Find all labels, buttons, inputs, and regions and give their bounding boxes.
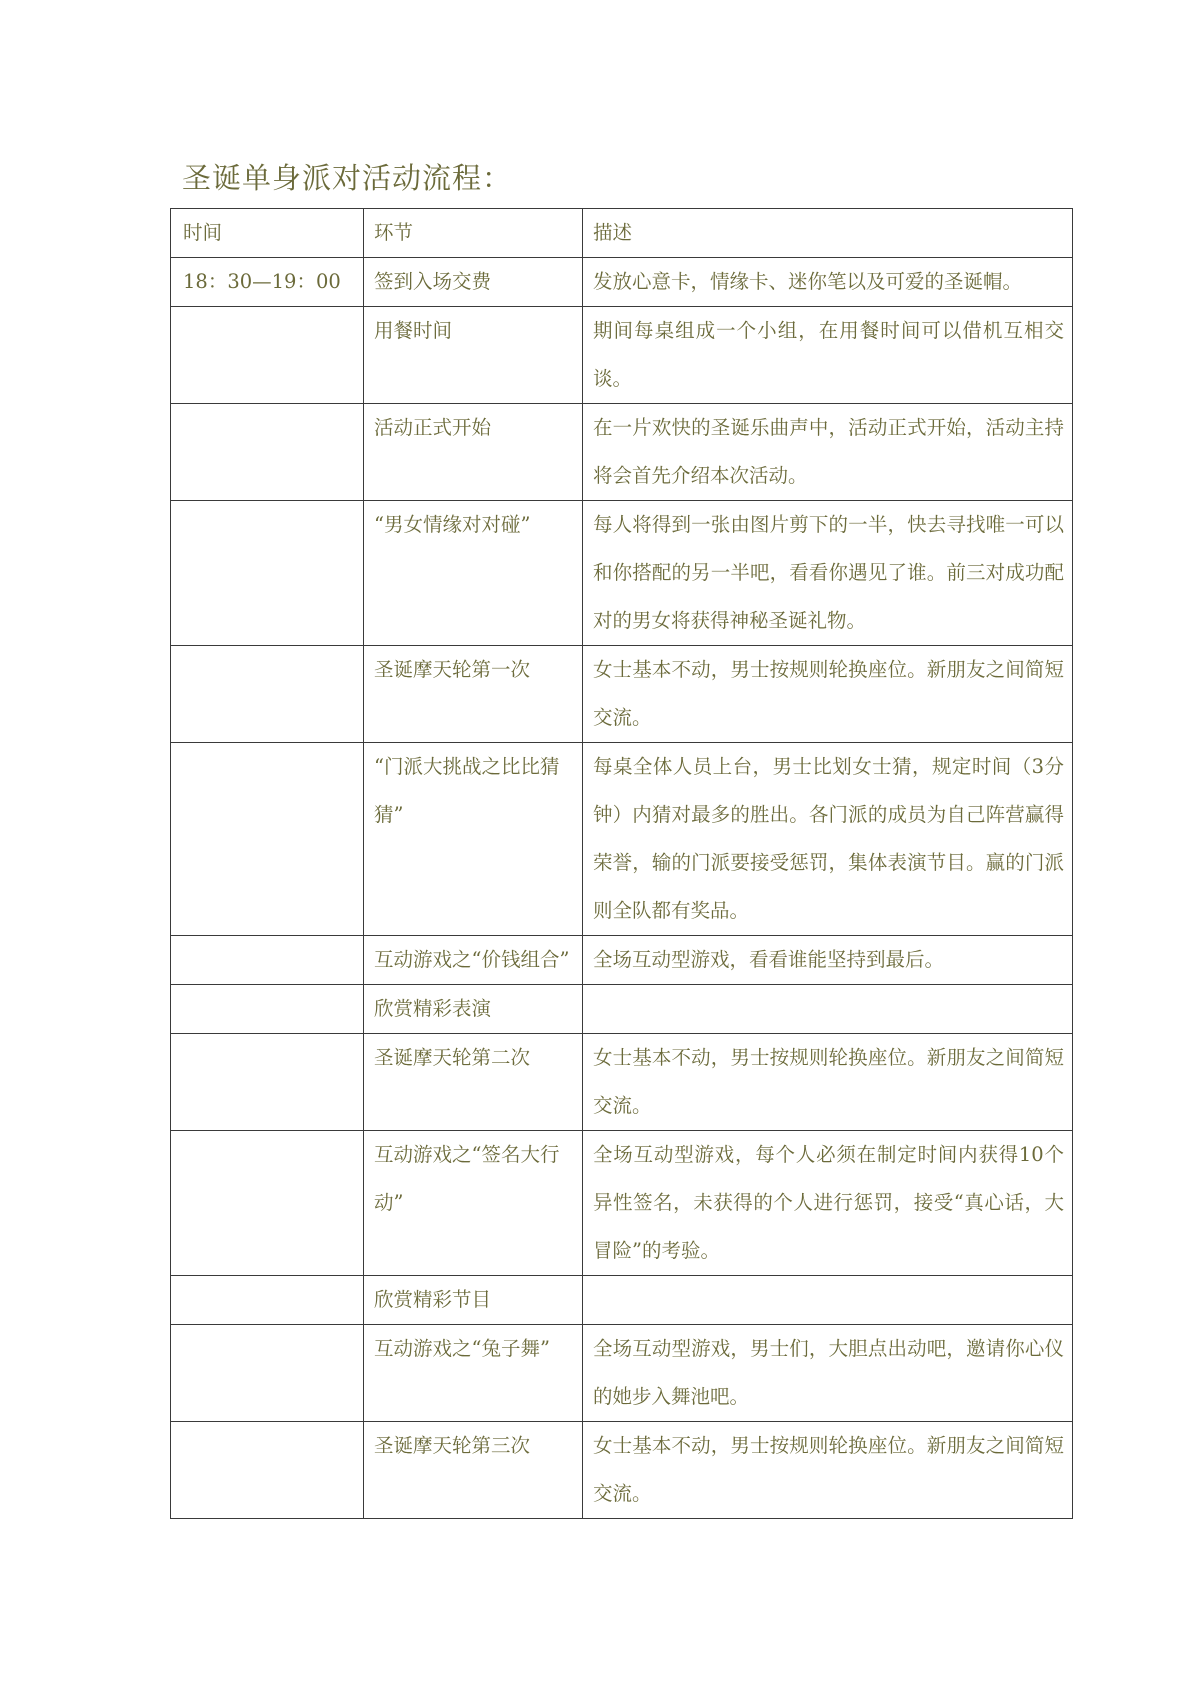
cell-description: 发放心意卡，情缘卡、迷你笔以及可爱的圣诞帽。 — [583, 258, 1073, 307]
cell-segment: 圣诞摩天轮第二次 — [364, 1034, 583, 1131]
column-header-segment: 环节 — [364, 209, 583, 258]
table-row — [171, 1034, 1073, 1131]
cell-segment: 签到入场交费 — [364, 258, 583, 307]
cell-time — [171, 1422, 364, 1519]
cell-description — [583, 985, 1073, 1034]
table-header-row — [171, 209, 1073, 258]
cell-time — [171, 404, 364, 501]
cell-time — [171, 743, 364, 936]
table-row — [171, 1422, 1073, 1519]
table-row — [171, 985, 1073, 1034]
cell-segment: 用餐时间 — [364, 307, 583, 404]
cell-description: 每人将得到一张由图片剪下的一半，快去寻找唯一可以和你搭配的另一半吧，看看你遇见了谁。前三对成功配对的男女将获得神秘圣诞礼物。 — [583, 501, 1073, 646]
cell-segment: “门派大挑战之比比猜猜” — [364, 743, 583, 936]
cell-description: 每桌全体人员上台，男士比划女士猜，规定时间（3分钟）内猜对最多的胜出。各门派的成员为自己阵营赢得荣誉，输的门派要接受惩罚，集体表演节目。赢的门派则全队都有奖品。 — [583, 743, 1073, 936]
cell-segment: “男女情缘对对碰” — [364, 501, 583, 646]
table-row — [171, 646, 1073, 743]
table-row — [171, 258, 1073, 307]
cell-segment: 圣诞摩天轮第三次 — [364, 1422, 583, 1519]
table-row — [171, 1276, 1073, 1325]
cell-time — [171, 1131, 364, 1276]
cell-time — [171, 936, 364, 985]
cell-time — [171, 1034, 364, 1131]
table-row — [171, 1131, 1073, 1276]
cell-time — [171, 1276, 364, 1325]
cell-time: 18：30—19：00 — [171, 258, 364, 307]
table-row — [171, 1325, 1073, 1422]
cell-segment: 互动游戏之“兔子舞” — [364, 1325, 583, 1422]
cell-description — [583, 1276, 1073, 1325]
table-row — [171, 307, 1073, 404]
cell-segment: 欣赏精彩节目 — [364, 1276, 583, 1325]
cell-description: 期间每桌组成一个小组，在用餐时间可以借机互相交谈。 — [583, 307, 1073, 404]
table-row — [171, 501, 1073, 646]
cell-time — [171, 646, 364, 743]
cell-time — [171, 985, 364, 1034]
cell-description: 全场互动型游戏，男士们，大胆点出动吧，邀请你心仪的她步入舞池吧。 — [583, 1325, 1073, 1422]
page-title: 圣诞单身派对活动流程： — [182, 161, 513, 195]
cell-segment: 欣赏精彩表演 — [364, 985, 583, 1034]
cell-segment: 圣诞摩天轮第一次 — [364, 646, 583, 743]
column-header-time: 时间 — [171, 209, 364, 258]
cell-description: 全场互动型游戏，看看谁能坚持到最后。 — [583, 936, 1073, 985]
cell-description: 在一片欢快的圣诞乐曲声中，活动正式开始，活动主持将会首先介绍本次活动。 — [583, 404, 1073, 501]
cell-description: 女士基本不动，男士按规则轮换座位。新朋友之间简短交流。 — [583, 1422, 1073, 1519]
column-header-description: 描述 — [583, 209, 1073, 258]
table-row — [171, 404, 1073, 501]
cell-segment: 互动游戏之“签名大行动” — [364, 1131, 583, 1276]
schedule-table — [170, 208, 1073, 1519]
cell-description: 全场互动型游戏，每个人必须在制定时间内获得10个异性签名，未获得的个人进行惩罚，接受“真心话，大冒险”的考验。 — [583, 1131, 1073, 1276]
cell-time — [171, 1325, 364, 1422]
cell-description: 女士基本不动，男士按规则轮换座位。新朋友之间简短交流。 — [583, 1034, 1073, 1131]
cell-time — [171, 501, 364, 646]
table-row — [171, 743, 1073, 936]
cell-description: 女士基本不动，男士按规则轮换座位。新朋友之间简短交流。 — [583, 646, 1073, 743]
cell-segment: 互动游戏之“价钱组合” — [364, 936, 583, 985]
table-row — [171, 936, 1073, 985]
cell-segment: 活动正式开始 — [364, 404, 583, 501]
cell-time — [171, 307, 364, 404]
